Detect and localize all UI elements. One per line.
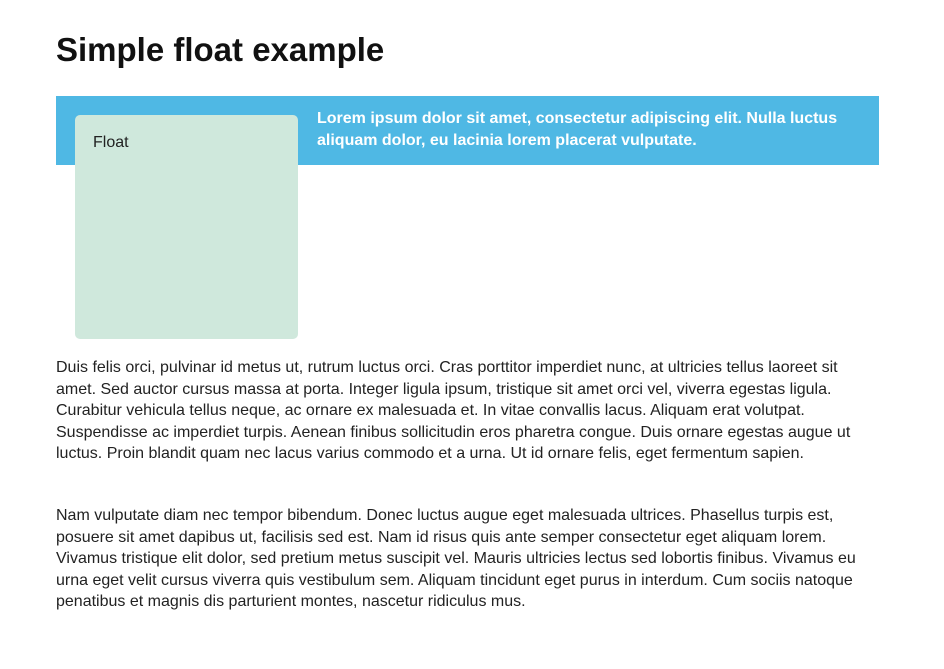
page-title: Simple float example [56, 31, 385, 68]
body-paragraph-2: Nam vulputate diam nec tempor bibendum. Donec luctus augue eget malesuada ultrices. Phasellus turpis est, posuere sit amet dapibus ut, facilisis sed est. Nam id risus quis ante semper consectetur eget aliquam lorem. Vivamus tristique elit dolor, sed pretium metus suscipit vel. Mauris ultricies lectus sed lobortis finibus. Vivamus eu urna eget velit cursus viverra quis vestibulum sem. Aliquam tincidunt eget purus in interdum. Cum sociis natoque penatibus et magnis dis parturient montes, nascetur ridiculus mus. [56, 507, 856, 610]
banner-text: Lorem ipsum dolor sit amet, consectetur adipiscing elit. Nulla luctus aliquam dolor, eu lacinia lorem placerat vulputate. [317, 110, 838, 149]
float-box [75, 115, 298, 339]
float-label: Float [93, 134, 129, 151]
body-paragraph-1: Duis felis orci, pulvinar id metus ut, rutrum luctus orci. Cras porttitor imperdiet nunc, at ultricies tellus laoreet sit amet. Sed auctor cursus massa at porta. Integer ligula ipsum, tristique sit amet orci vel, viverra egestas ligula. Curabitur vehicula tellus neque, ac ornare ex malesuada et. In vitae convallis lacus. Aliquam erat volutpat. Suspendisse ac imperdiet turpis. Aenean finibus sollicitudin eros pharetra congue. Duis ornare egestas augue ut luctus. Proin blandit quam nec lacus varius commodo et a urna. Ut id ornare felis, eget fermentum sapien. [56, 359, 851, 462]
